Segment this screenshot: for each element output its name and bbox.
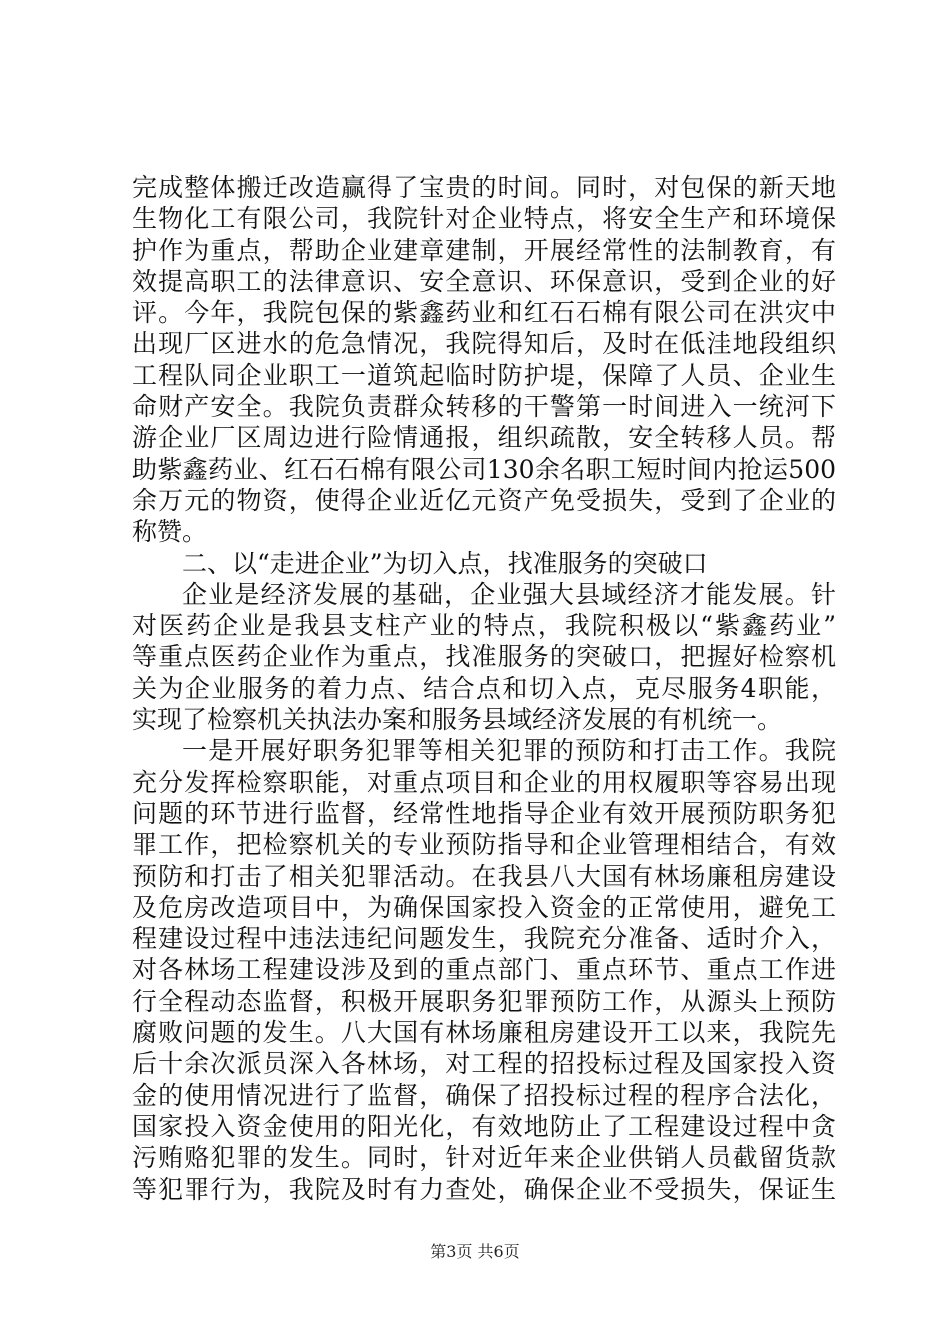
text-line: 预防和打击了相关犯罪活动。在我县八大国有林场廉租房建设 [132,861,836,891]
text-line: 后十余次派员深入各林场，对工程的招投标过程及国家投入资 [132,1049,836,1079]
text-line: 生物化工有限公司，我院针对企业特点，将安全生产和环境保 [132,204,836,234]
text-line: 对各林场工程建设涉及到的重点部门、重点环节、重点工作进 [132,955,836,985]
text-line: 金的使用情况进行了监督，确保了招投标过程的程序合法化， [132,1080,836,1110]
text-line: 问题的环节进行监督，经常性地指导企业有效开展预防职务犯 [132,798,836,828]
text-line: 企业是经济发展的基础，企业强大县域经济才能发展。针 [182,579,836,609]
text-line: 余万元的物资，使得企业近亿元资产免受损失，受到了企业的 [132,485,836,515]
text-line: 罪工作，把检察机关的专业预防指导和企业管理相结合，有效 [132,830,836,860]
text-line: 命财产安全。我院负责群众转移的干警第一时间进入一统河下 [132,392,836,422]
text-line: 关为企业服务的着力点、结合点和切入点，克尽服务4职能， [132,673,836,703]
page-number-footer: 第3页 共6页 [430,1242,520,1261]
document-body [132,172,836,1205]
text-line: 实现了检察机关执法办案和服务县域经济发展的有机统一。 [132,705,783,735]
text-line: 完成整体搬迁改造赢得了宝贵的时间。同时，对包保的新天地 [132,173,836,202]
section-heading: 二、以“走进企业”为切入点，找准服务的突破口 [182,548,708,578]
text-line: 对医药企业是我县支柱产业的特点，我院积极以“紫鑫药业” [132,611,836,641]
text-line: 助紫鑫药业、红石石棉有限公司130余名职工短时间内抢运500 [132,454,836,484]
text-line: 一是开展好职务犯罪等相关犯罪的预防和打击工作。我院 [182,736,836,766]
text-line: 工程队同企业职工一道筑起临时防护堤，保障了人员、企业生 [132,360,836,390]
text-line: 腐败问题的发生。八大国有林场廉租房建设开工以来，我院先 [132,1018,836,1048]
text-line: 污贿赂犯罪的发生。同时，针对近年来企业供销人员截留货款 [132,1143,836,1173]
text-line: 游企业厂区周边进行险情通报，组织疏散，安全转移人员。帮 [132,423,836,453]
text-line: 效提高职工的法律意识、安全意识、环保意识，受到企业的好 [132,266,836,296]
text-line: 等犯罪行为，我院及时有力查处，确保企业不受损失，保证生 [132,1174,836,1204]
text-line: 行全程动态监督，积极开展职务犯罪预防工作，从源头上预防 [132,986,836,1016]
text-line: 评。今年，我院包保的紫鑫药业和红石石棉有限公司在洪灾中 [132,298,836,328]
text-line: 程建设过程中违法违纪问题发生，我院充分准备、适时介入， [132,924,836,954]
text-line: 及危房改造项目中，为确保国家投入资金的正常使用，避免工 [132,892,836,922]
text-line: 国家投入资金使用的阳光化，有效地防止了工程建设过程中贪 [132,1111,836,1141]
text-line: 充分发挥检察职能，对重点项目和企业的用权履职等容易出现 [132,767,836,797]
text-line: 等重点医药企业作为重点，找准服务的突破口，把握好检察机 [132,642,836,672]
text-line: 出现厂区进水的危急情况，我院得知后，及时在低洼地段组织 [132,329,836,359]
text-line: 护作为重点，帮助企业建章建制，开展经常性的法制教育，有 [132,235,836,265]
text-line: 称赞。 [132,517,208,547]
